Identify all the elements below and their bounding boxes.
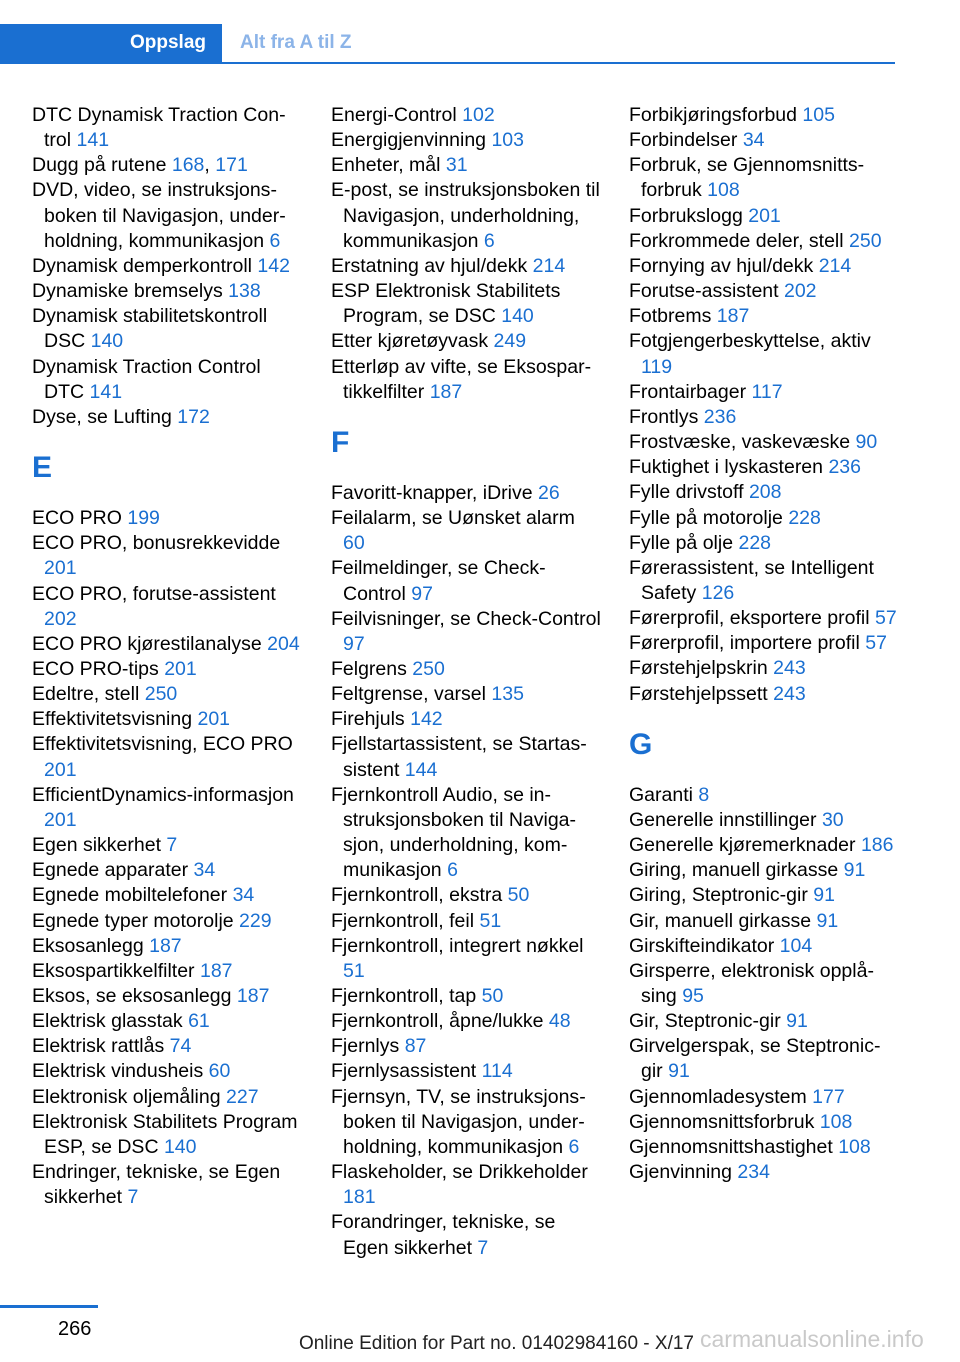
page-reference-link[interactable]: 135	[491, 683, 524, 706]
page-reference-link[interactable]: 74	[169, 1035, 192, 1058]
index-entry-term: Favoritt-knapper, iDrive	[331, 481, 533, 504]
index-entry	[331, 355, 601, 405]
index-entry	[629, 959, 899, 1009]
index-entry	[331, 1009, 601, 1034]
index-entry	[331, 1160, 601, 1210]
index-entry	[629, 128, 899, 153]
page-reference-link[interactable]: 97	[343, 632, 365, 655]
index-entry-term: Fotgjengerbeskyttelse, aktiv	[629, 330, 871, 353]
index-entry-term: Eksos, se eksosanlegg	[32, 985, 232, 1007]
index-entry-term: Elektronisk Stabilitets Program ESP, se DSC	[32, 1110, 298, 1158]
page-reference-link[interactable]: 104	[779, 934, 813, 957]
page-reference-link[interactable]: 7	[127, 1186, 139, 1209]
index-entry-term: ECO PRO	[32, 507, 122, 530]
index-entry	[331, 279, 601, 329]
index-entry-term: Egen sikkerhet	[32, 834, 161, 857]
page-reference-link[interactable]: 168	[171, 154, 205, 177]
page-reference-link[interactable]: 229	[239, 909, 272, 932]
index-entry-term: Fylle drivstoff	[629, 481, 744, 504]
index-entry	[32, 833, 302, 858]
index-entry-term: Frontlys	[629, 405, 699, 428]
index-entry	[629, 909, 899, 934]
index-entry-term: Giring, Steptronic-gir	[629, 884, 808, 907]
page-reference-link[interactable]: 201	[164, 657, 197, 680]
index-entry-term: Fjernlys	[331, 1035, 400, 1058]
index-entry	[629, 1160, 899, 1185]
page-reference-link[interactable]: 97	[411, 582, 433, 605]
index-entry	[32, 707, 302, 732]
page-reference-link[interactable]: 34	[742, 129, 765, 152]
index-entry-term: Dugg på rutene	[32, 154, 167, 177]
index-entry-term: Gjenvinning	[629, 1161, 732, 1184]
index-entry	[629, 329, 899, 379]
page-reference-link[interactable]: 204	[267, 632, 300, 655]
index-entry	[629, 631, 899, 656]
index-entry	[32, 506, 302, 531]
page-number-rule	[0, 1305, 98, 1308]
page-reference-link[interactable]: 181	[343, 1186, 376, 1209]
index-entry	[331, 153, 601, 178]
tab-alt-fra-a-til-z[interactable]: Alt fra A til Z	[240, 32, 352, 53]
index-entry	[629, 656, 899, 681]
index-entry-term: Fjernkontroll Audio, se instruksjonsboken til Navigasjon, underholdning, kommunikasjon	[331, 783, 577, 882]
index-entry-term: Endringer, tekniske, se Egen sikkerhet	[32, 1161, 281, 1209]
index-entry-term: Eksospartikkelfilter	[32, 959, 195, 982]
index-entry-term: Forbruk, se Gjennomsnittsforbruk	[629, 154, 865, 202]
index-entry-term: Førerprofil, eksportere profil	[629, 607, 870, 630]
index-entry-term: Fornying av hjul/dekk	[629, 254, 814, 277]
page-reference-link[interactable]: 7	[166, 834, 178, 857]
index-entry-term: Girskifteindikator	[629, 934, 775, 957]
index-entry	[629, 405, 899, 430]
index-entry	[32, 1160, 302, 1210]
index-entry-term: Giring, manuell girkasse	[629, 859, 839, 882]
page-reference-link[interactable]: 250	[849, 229, 882, 252]
index-entry	[629, 229, 899, 254]
index-entry	[331, 556, 601, 606]
page-reference-link[interactable]: 50	[481, 985, 504, 1007]
index-entry-term: Effektivitetsvisning, ECO PRO	[32, 733, 293, 756]
index-entry-term: Elektrisk glasstak	[32, 1010, 183, 1033]
page-reference-link[interactable]: 50	[507, 884, 530, 907]
index-entry	[331, 329, 601, 354]
page-reference-link[interactable]: 34	[193, 859, 216, 882]
index-entry	[629, 1085, 899, 1110]
index-entry	[629, 682, 899, 707]
index-entry-term: DVD, video, se instruksjonsboken til Navigasjon, underholdning, kommunikasjon	[32, 179, 286, 252]
page-reference-link[interactable]: 6	[483, 229, 495, 252]
section-letter-heading: G	[629, 727, 653, 761]
index-entry	[331, 178, 601, 253]
index-entry-term: Fjernkontroll, integrert nøkkel	[331, 934, 584, 957]
index-entry-term: Felgrens	[331, 657, 407, 680]
index-entry-term: Elektrisk rattlås	[32, 1035, 165, 1058]
page-reference-link[interactable]: 108	[707, 179, 740, 202]
page-reference-link[interactable]: 187	[429, 380, 463, 403]
index-entry-term: DTC Dynamisk Traction Control	[32, 104, 286, 152]
index-entry	[32, 883, 302, 908]
page-reference-link[interactable]: 142	[257, 254, 290, 277]
index-entry	[331, 1059, 601, 1084]
page-reference-link[interactable]: 103	[491, 129, 524, 152]
index-entry-term: Egnede typer motorolje	[32, 909, 234, 932]
index-entry	[331, 1210, 601, 1260]
page-reference-link[interactable]: 202	[44, 607, 77, 630]
page-reference-link[interactable]: 95	[682, 985, 704, 1007]
index-entry-term: Gjennomsnittsforbruk	[629, 1110, 815, 1133]
index-entry	[32, 1009, 302, 1034]
page-reference-link[interactable]: 236	[703, 405, 737, 428]
page-reference-link[interactable]: 243	[773, 682, 806, 705]
index-entry-term: Fjellstartassistent, se Startassistent	[331, 733, 587, 781]
index-entry	[32, 984, 302, 1009]
index-entry	[331, 934, 601, 984]
index-entry-term: Fjernkontroll, feil	[331, 909, 475, 932]
index-entry	[629, 1110, 899, 1135]
index-entry	[32, 959, 302, 984]
index-entry-term: Generelle innstillinger	[629, 808, 817, 831]
index-entry	[32, 103, 302, 153]
page-reference-link[interactable]: 7	[477, 1236, 489, 1259]
page-reference-link[interactable]: 187	[716, 305, 750, 328]
index-entry	[629, 808, 899, 833]
index-entry-term: Fylle på motorolje	[629, 506, 783, 529]
index-entry	[629, 380, 899, 405]
index-entry	[32, 582, 302, 632]
index-entry	[629, 204, 899, 229]
page-reference-link[interactable]: 57	[865, 632, 887, 655]
index-entry	[629, 783, 899, 808]
page-reference-link[interactable]: 201	[44, 557, 77, 580]
page-reference-link[interactable]: 214	[532, 254, 566, 277]
index-entry	[629, 153, 899, 203]
index-entry	[32, 682, 302, 707]
index-entry-term: Etter kjøretøyvask	[331, 330, 489, 353]
index-entry	[331, 1085, 601, 1160]
index-entry	[629, 883, 899, 908]
page-reference-link[interactable]: 186	[860, 834, 894, 857]
page-reference-link[interactable]: 8	[698, 783, 710, 806]
index-entry	[32, 1034, 302, 1059]
index-entry	[629, 556, 899, 606]
index-entry	[629, 1135, 899, 1160]
page-reference-link[interactable]: 250	[144, 683, 178, 706]
page-reference-link[interactable]: 105	[802, 104, 835, 126]
page-reference-link[interactable]: 114	[481, 1060, 513, 1083]
index-entry-term: Elektrisk vindusheis	[32, 1060, 204, 1083]
index-entry	[331, 657, 601, 682]
page-reference-link[interactable]: 108	[819, 1110, 853, 1133]
index-entry-term: Dynamiske bremselys	[32, 280, 223, 303]
index-entry-term: ECO PRO-tips	[32, 657, 159, 680]
page-reference-link[interactable]: 199	[127, 507, 160, 530]
index-entry	[629, 934, 899, 959]
index-entry-term: Fjernsyn, TV, se instruksjonsboken til Navigasjon, underholdning, kommunikasjon	[331, 1085, 586, 1158]
index-entry-term: Forkrommede deler, stell	[629, 229, 844, 252]
page-reference-link[interactable]: 31	[445, 154, 468, 177]
page-reference-link[interactable]: 187	[199, 959, 233, 982]
index-entry	[629, 480, 899, 505]
index-entry-term: Frontairbager	[629, 380, 747, 403]
index-entry-term: Egnede apparater	[32, 859, 189, 882]
index-entry-term: Førerassistent, se Intelligent Safety	[629, 556, 874, 604]
index-entry	[629, 430, 899, 455]
index-entry	[32, 178, 302, 253]
page-reference-link[interactable]: 51	[343, 959, 365, 982]
index-entry	[331, 984, 601, 1009]
index-entry	[629, 103, 899, 128]
index-entry-term: Forbindelser	[629, 129, 738, 152]
index-column-2	[331, 103, 601, 1261]
index-entry-term: Gjennomladesystem	[629, 1085, 807, 1108]
page-reference-link[interactable]: 236	[828, 456, 861, 479]
index-entry-term: Girvelgerspak, se Steptronic-gir	[629, 1035, 881, 1083]
index-entry-term: ESP Elektronisk Stabilitets Program, se DSC	[331, 280, 561, 328]
index-entry-term: E-post, se instruksjonsboken til Navigasjon, underholdning, kommunikasjon	[331, 179, 600, 252]
index-entry	[629, 1009, 899, 1034]
page-reference-link[interactable]: 51	[479, 909, 502, 932]
index-entry-term: Girsperre, elektronisk opplåsing	[629, 959, 874, 1007]
page-reference-link[interactable]: 201	[44, 808, 77, 831]
index-entry-term: Feilmeldinger, se Check-Control	[331, 557, 546, 605]
index-entry	[331, 732, 601, 782]
page-reference-link[interactable]: 102	[462, 104, 495, 126]
page-reference-link[interactable]: 57	[875, 607, 897, 630]
index-entry	[331, 128, 601, 153]
index-entry-term: Dynamisk Traction Control DTC	[32, 355, 261, 403]
page-reference-link[interactable]: 26	[538, 481, 560, 504]
index-entry-term: Gir, Steptronic-gir	[629, 1010, 781, 1033]
page-reference-link[interactable]: 61	[188, 1010, 210, 1033]
section-letter-heading: F	[331, 425, 350, 459]
index-entry-term: Effektivitetsvisning	[32, 708, 193, 731]
page-reference-link[interactable]: 90	[855, 431, 878, 454]
index-entry	[331, 1034, 601, 1059]
index-entry	[331, 909, 601, 934]
index-entry	[629, 506, 899, 531]
index-entry-term: Forbikjøringsforbud	[629, 104, 797, 126]
index-entry-term: Dynamisk demperkontroll	[32, 254, 252, 277]
index-entry	[32, 858, 302, 883]
index-entry-term: Flaskeholder, se Drikkeholder	[331, 1161, 588, 1184]
index-entry-term: Førerprofil, importere profil	[629, 632, 860, 655]
index-entry-term: Frostvæske, vaskevæske	[629, 431, 851, 454]
index-entry: Dugg på rutene 168, 171	[32, 154, 248, 177]
page-reference-link[interactable]: 208	[748, 481, 782, 504]
index-entry-term: EfficientDynamics-informasjon	[32, 783, 294, 806]
index-entry-term: Dynamisk stabilitetskontroll DSC	[32, 305, 268, 353]
index-entry	[629, 833, 899, 858]
index-entry-term: ECO PRO, bonusrekkevidde	[32, 532, 281, 555]
page-reference-link[interactable]: 171	[215, 154, 248, 177]
tab-oppslag[interactable]: Oppslag	[0, 24, 222, 62]
index-entry-term: Fylle på olje	[629, 531, 734, 554]
index-entry	[32, 632, 302, 657]
page-reference-link[interactable]: 108	[838, 1135, 871, 1158]
page-reference-link[interactable]: 228	[788, 506, 821, 529]
index-entry-term: Forbrukslogg	[629, 204, 743, 227]
index-entry	[32, 1085, 302, 1110]
index-entry	[32, 732, 302, 782]
index-entry	[629, 1034, 899, 1084]
page-reference-link[interactable]: 187	[236, 985, 270, 1007]
watermark: carmanualsonline.info	[700, 1326, 924, 1352]
page-reference-link[interactable]: 250	[412, 657, 445, 680]
page-reference-link[interactable]: 91	[843, 859, 866, 882]
index-entry-term: Elektronisk oljemåling	[32, 1085, 221, 1108]
index-entry	[331, 254, 601, 279]
page-reference-link[interactable]: 140	[90, 330, 124, 353]
page-reference-link[interactable]: 172	[177, 405, 210, 428]
index-entry	[629, 858, 899, 883]
index-entry-term: Fjernkontroll, ekstra	[331, 884, 503, 907]
page-reference-link[interactable]: 91	[786, 1010, 808, 1033]
index-entry-term: Dyse, se Lufting	[32, 405, 172, 428]
index-column-1	[32, 103, 302, 1210]
index-entry	[629, 279, 899, 304]
section-letter-heading: E	[32, 451, 53, 485]
page-reference-link[interactable]: 140	[163, 1135, 197, 1158]
page-reference-link[interactable]: 201	[748, 204, 781, 227]
index-entry	[32, 355, 302, 405]
page-reference-link[interactable]: 144	[404, 758, 438, 781]
index-entry-term: Erstatning av hjul/dekk	[331, 254, 528, 277]
page-reference-link[interactable]: 126	[701, 581, 735, 604]
index-entry-term: Egnede mobiltelefoner	[32, 884, 228, 907]
index-entry-term: Eksosanlegg	[32, 934, 144, 957]
index-entry	[32, 279, 302, 304]
index-entry-term: ECO PRO kjørestilanalyse	[32, 632, 262, 655]
page-reference-link[interactable]: 34	[232, 884, 255, 907]
index-entry-term: Etterløp av vifte, se Eksospartikkelfilter	[331, 355, 592, 403]
page-reference-link[interactable]: 228	[738, 531, 772, 554]
index-entry-term: Edeltre, stell	[32, 683, 140, 706]
index-entry	[331, 506, 601, 556]
index-entry-term: Forutse-assistent	[629, 280, 779, 303]
index-entry-term: ECO PRO, forutse-assistent	[32, 582, 276, 605]
page-reference-link[interactable]: 60	[208, 1060, 231, 1083]
index-entry	[331, 103, 601, 128]
page-reference-link[interactable]: 202	[783, 280, 817, 303]
index-entry	[629, 531, 899, 556]
page-reference-link[interactable]: 6	[568, 1135, 580, 1158]
page-reference-link[interactable]: 234	[737, 1161, 770, 1184]
page-reference-link[interactable]: 227	[226, 1085, 259, 1108]
index-entry	[32, 934, 302, 959]
index-entry	[32, 405, 302, 430]
index-entry	[32, 304, 302, 354]
index-entry	[32, 1059, 302, 1084]
index-entry	[32, 657, 302, 682]
index-entry	[32, 909, 302, 934]
page-reference-link[interactable]: 6	[447, 859, 458, 882]
page-reference-link[interactable]: 214	[818, 254, 852, 277]
index-entry-term: Førstehjelpssett	[629, 682, 768, 705]
page-reference-link[interactable]: 142	[410, 708, 443, 731]
index-entry	[331, 682, 601, 707]
page-reference-link[interactable]: 60	[343, 532, 365, 555]
page-reference-link[interactable]: 87	[404, 1035, 427, 1058]
page-reference-link[interactable]: 119	[641, 355, 673, 378]
page-reference-link[interactable]: 201	[44, 758, 77, 781]
page-reference-link[interactable]: 91	[668, 1060, 690, 1083]
page-reference-link[interactable]: 6	[269, 229, 281, 252]
index-entry-term: Garanti	[629, 783, 693, 806]
page-number: 266	[58, 1318, 92, 1340]
index-entry-term: Fjernkontroll, tap	[331, 985, 477, 1007]
index-entry-term: Feilvisninger, se Check-Control	[331, 607, 601, 630]
index-entry-term: Feilalarm, se Uønsket alarm	[331, 507, 575, 530]
page-reference-link[interactable]: 140	[501, 305, 534, 328]
index-entry-term: Generelle kjøremerknader	[629, 834, 856, 857]
page-reference-link[interactable]: 141	[76, 129, 110, 152]
index-entry-term: Enheter, mål	[331, 154, 441, 177]
page-reference-link[interactable]: 91	[813, 884, 835, 907]
index-entry	[331, 783, 601, 884]
index-entry-term: Fjernlysassistent	[331, 1060, 477, 1083]
index-entry-term: Gir, manuell girkasse	[629, 909, 812, 932]
index-entry	[331, 607, 601, 657]
index-entry	[629, 606, 899, 631]
index-entry-term: Forandringer, tekniske, se Egen sikkerhet	[331, 1211, 556, 1259]
index-entry	[32, 254, 302, 279]
index-entry	[629, 455, 899, 480]
index-entry-term: Firehjuls	[331, 708, 405, 731]
page-reference-link[interactable]: 249	[493, 330, 527, 353]
index-entry	[32, 531, 302, 581]
index-entry	[32, 783, 302, 833]
index-entry	[629, 254, 899, 279]
index-entry-term: Energigjenvinning	[331, 129, 487, 152]
page-reference-link[interactable]: 117	[751, 380, 783, 403]
index-entry-term: Feltgrense, varsel	[331, 683, 486, 706]
index-column-3	[629, 103, 899, 1185]
index-entry-term: Fjernkontroll, åpne/lukke	[331, 1010, 544, 1033]
page-reference-link[interactable]: 243	[773, 657, 806, 680]
index-entry	[331, 883, 601, 908]
page-reference-link[interactable]: 91	[816, 909, 839, 932]
page-reference-link[interactable]: 48	[548, 1010, 571, 1033]
index-entry	[32, 1110, 302, 1160]
page-reference-link[interactable]: 177	[812, 1085, 845, 1108]
page-reference-link[interactable]: 30	[821, 808, 844, 831]
index-entry	[331, 481, 601, 506]
page-reference-link[interactable]: 187	[149, 934, 182, 957]
page-reference-link[interactable]: 201	[197, 708, 231, 731]
index-entry-term: Gjennomsnittshastighet	[629, 1135, 833, 1158]
edition-footer: Online Edition for Part no. 01402984160 - X/17	[298, 1333, 694, 1354]
index-entry-term: Fotbrems	[629, 305, 712, 328]
index-entry-term: Energi-Control	[331, 104, 457, 126]
page-reference-link[interactable]: 138	[228, 280, 261, 303]
header-tabbar	[0, 24, 895, 64]
index-entry-term: Fuktighet i lyskasteren	[629, 456, 824, 479]
index-entry	[331, 707, 601, 732]
page-reference-link[interactable]: 141	[89, 380, 123, 403]
index-entry	[629, 304, 899, 329]
index-entry-term: Førstehjelpskrin	[629, 657, 768, 680]
